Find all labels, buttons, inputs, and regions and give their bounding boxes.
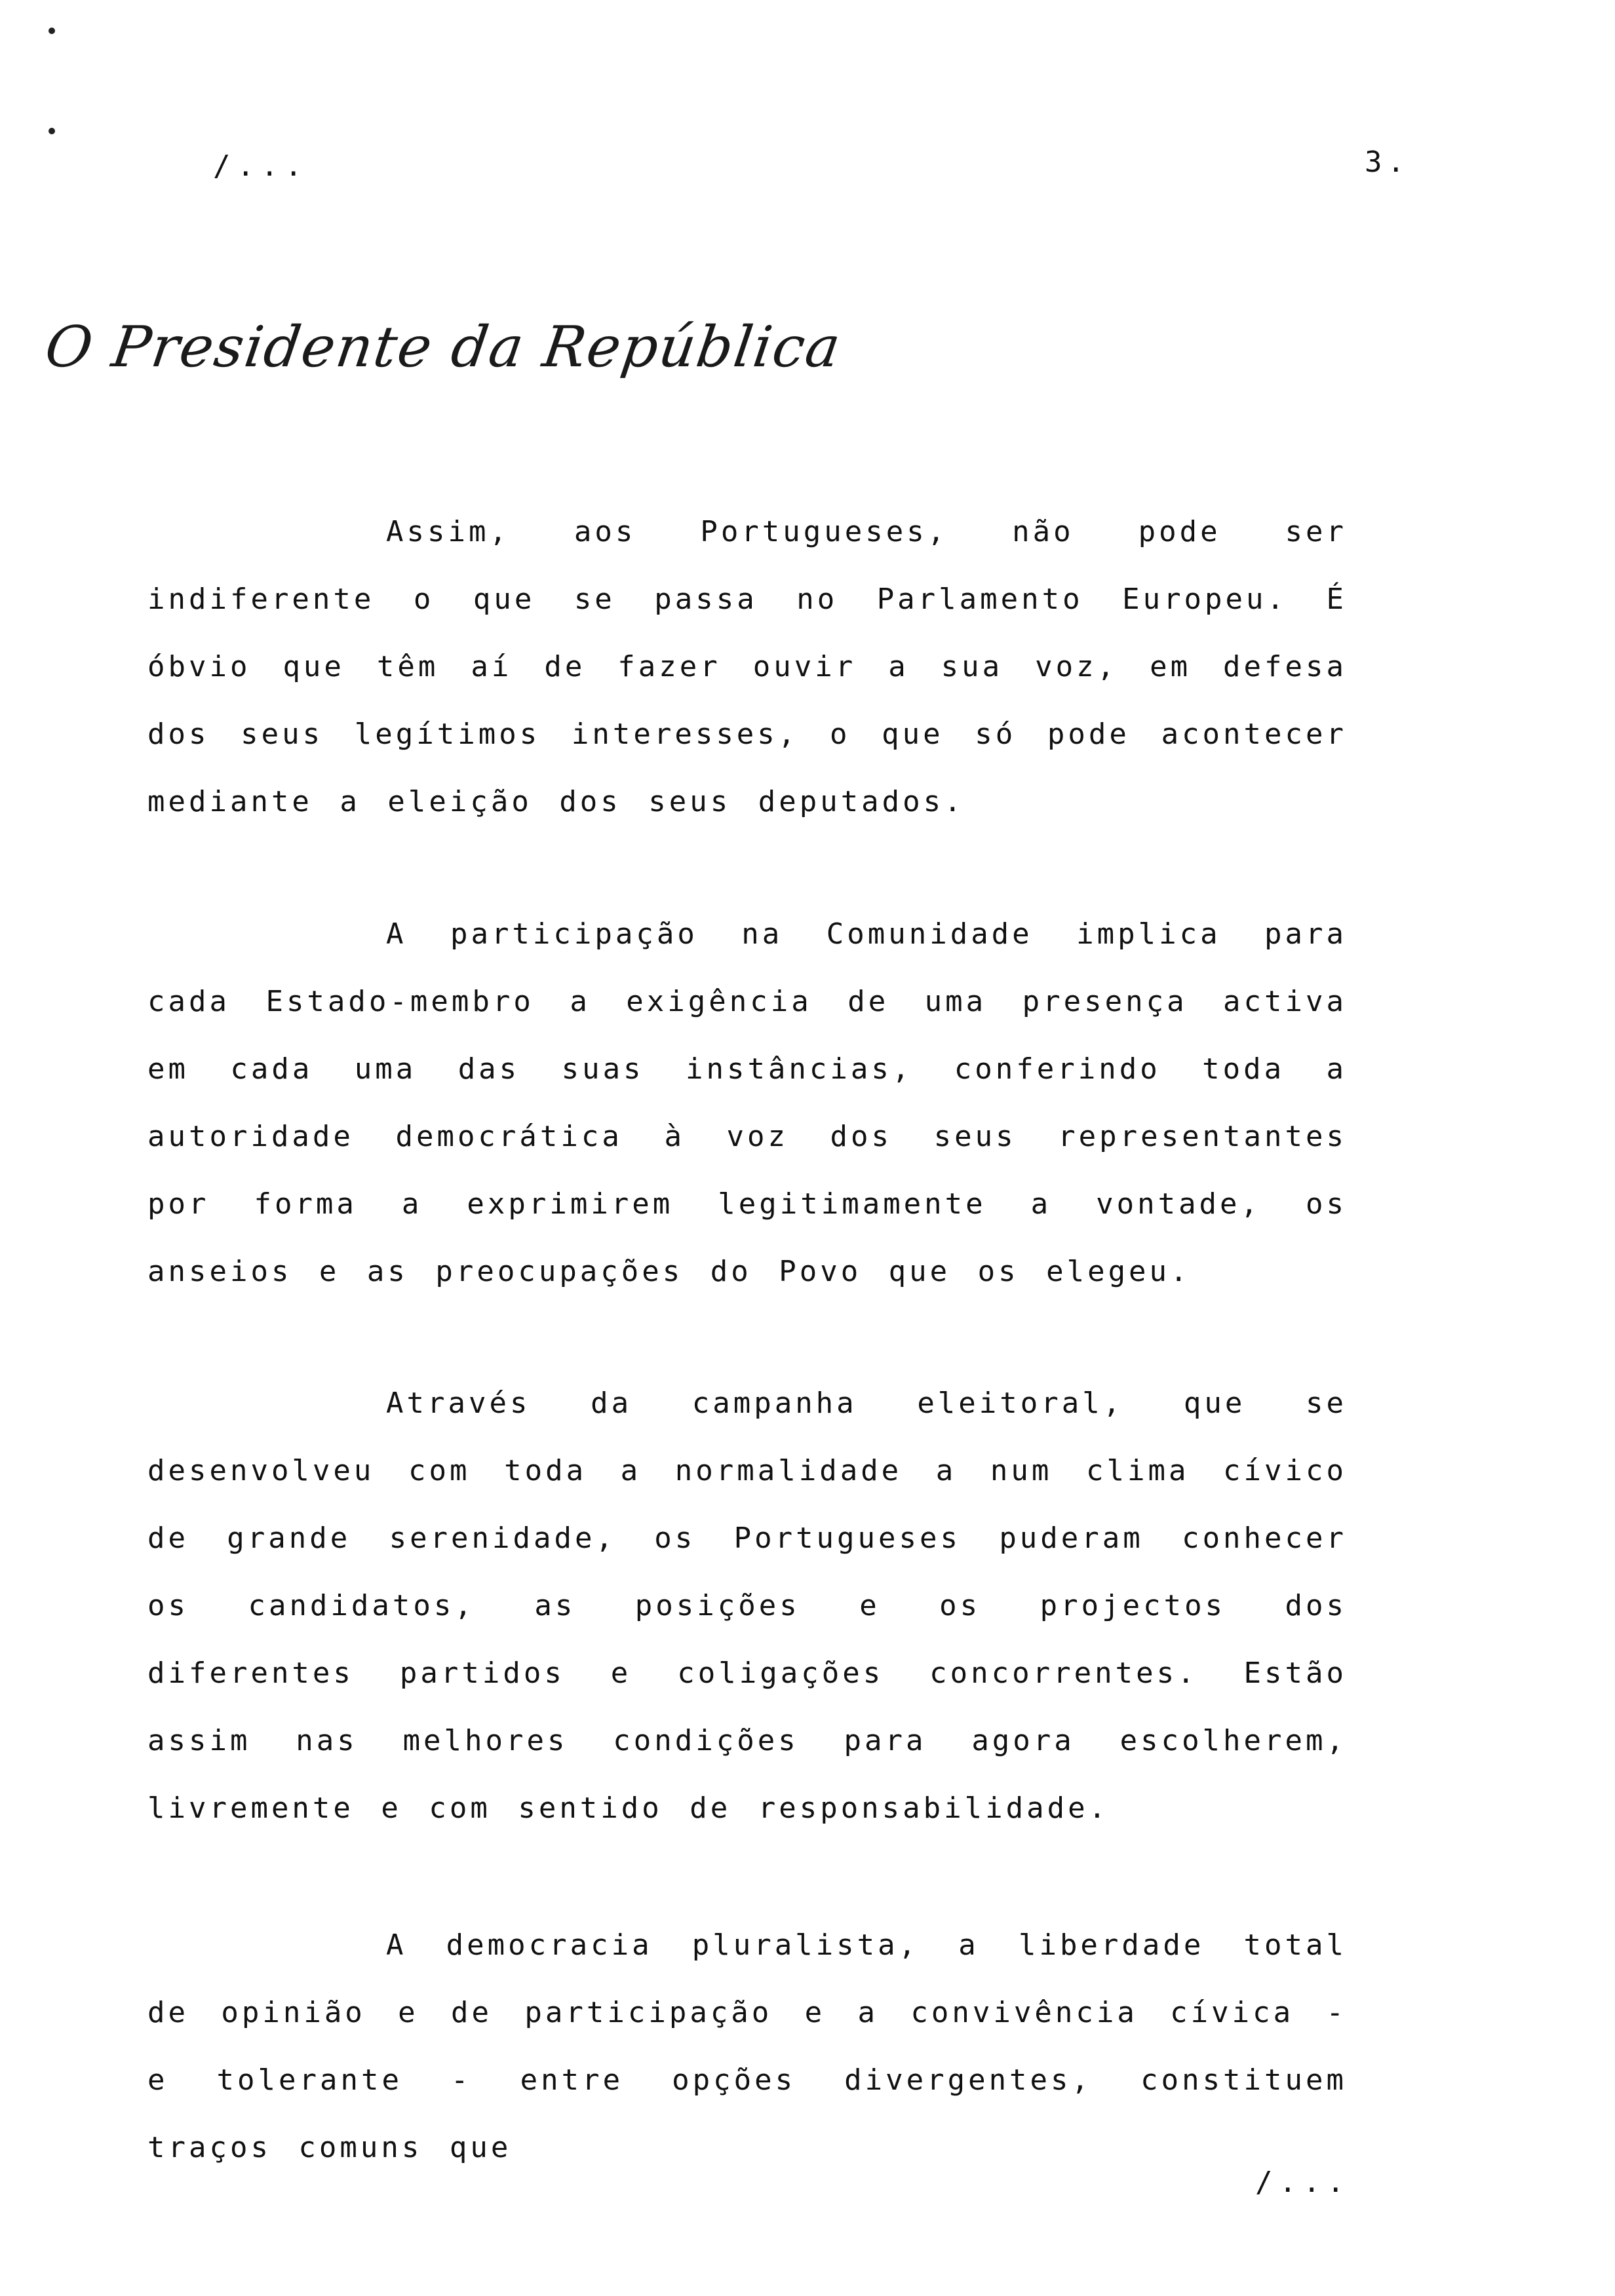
paragraph-3-block xyxy=(147,1369,1347,1842)
paragraph-2-block xyxy=(147,900,1347,1305)
margin-mark-dot xyxy=(49,28,55,34)
paragraph-3: Através da campanha eleitoral, que se desenvolveu com toda a normalidade a num clima cívico de grande serenidade, os Portugueses puderam conhecer os candidatos, as posições e os projectos dos diferentes partidos e coligações concorrentes. Estão assim nas melhores condições para agora escolherem, livremente e com sentido de responsabilidade. xyxy=(147,1387,1347,1825)
paragraph-4: A democracia pluralista, a liberdade total de opinião e de participação e a convivência cívica - e tolerante - entre opções divergentes, constituem traços comuns que xyxy=(147,1928,1347,2164)
continuation-mark-bottom: /... xyxy=(1255,2166,1351,2199)
page-number: 3. xyxy=(1365,145,1410,179)
paragraph-1-block xyxy=(147,498,1347,835)
margin-mark-dot xyxy=(49,128,55,134)
letterhead: O Presidente da República xyxy=(41,315,846,380)
continuation-mark-top: /... xyxy=(213,149,309,183)
paragraph-4-block xyxy=(147,1911,1347,2181)
paragraph-1: Assim, aos Portugueses, não pode ser indiferente o que se passa no Parlamento Europeu. É óbvio que têm aí de fazer ouvir a sua voz, em defesa dos seus legítimos interesses, o que só pode acontecer mediante a eleição dos seus deputados. xyxy=(147,515,1347,818)
paragraph-2: A participação na Comunidade implica para cada Estado-membro a exigência de uma presença activa em cada uma das suas instâncias, conferindo toda a autoridade democrática à voz dos seus representantes por forma a exprimirem legitimamente a vontade, os anseios e as preocupações do Povo que os elegeu. xyxy=(147,917,1347,1288)
